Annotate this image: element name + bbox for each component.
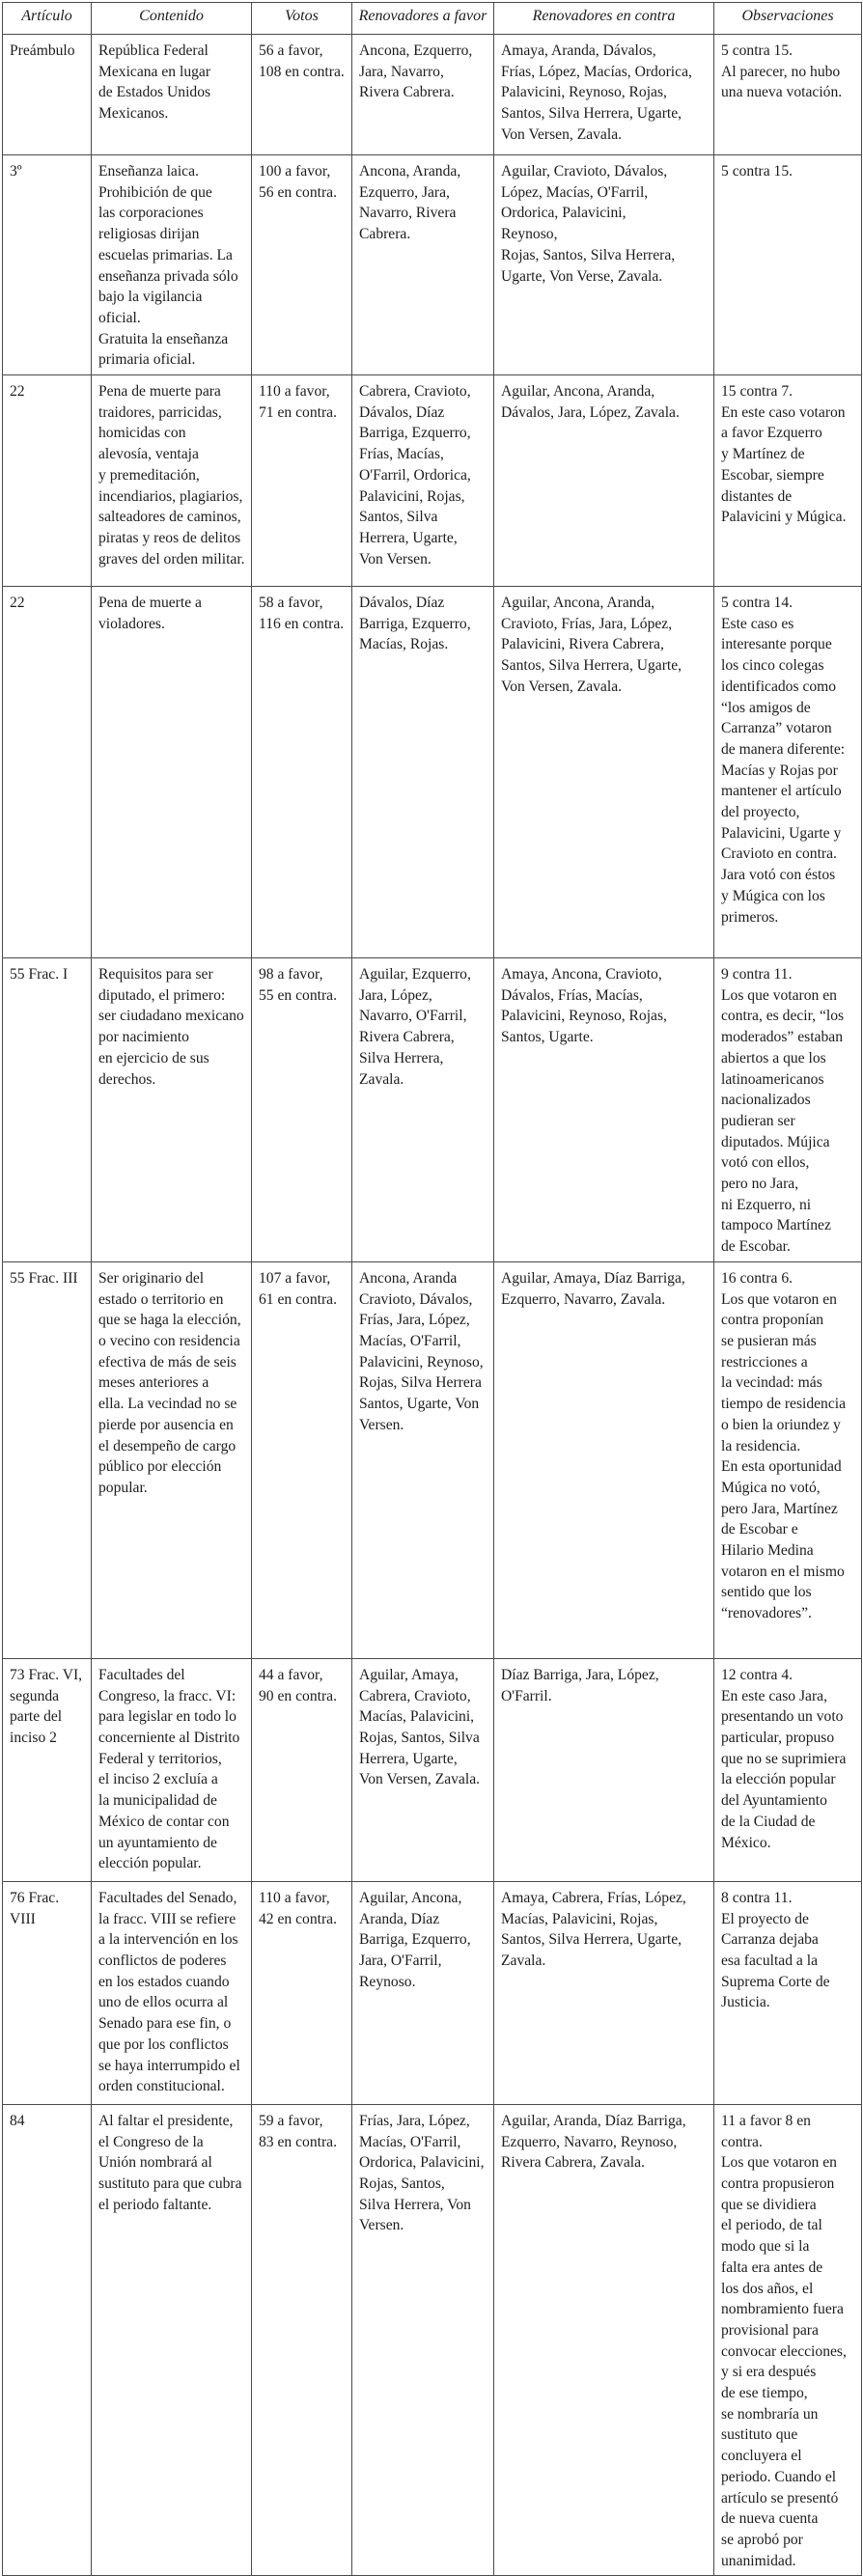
table-row: [3, 587, 862, 958]
cell-en-contra: Amaya, Aranda, Dávalos, Frías, López, Macías, Ordorica, Palavicini, Reynoso, Rojas, Santos, Silva Herrera, Ugarte, Von Versen, Zavala.: [494, 35, 714, 155]
cell-votos: 44 a favor, 90 en contra.: [252, 1658, 352, 1881]
table-row: [3, 1881, 862, 2104]
cell-votos: 110 a favor, 42 en contra.: [252, 1881, 352, 2104]
cell-votos: 59 a favor, 83 en contra.: [252, 2104, 352, 2575]
header-renovadores-a-favor: Renovadores a favor: [352, 3, 494, 35]
cell-articulo: 3º: [3, 155, 92, 375]
cell-articulo: 55 Frac. I: [3, 958, 92, 1262]
cell-votos: 58 a favor, 116 en contra.: [252, 587, 352, 958]
cell-articulo: 22: [3, 587, 92, 958]
cell-en-contra: Aguilar, Ancona, Aranda, Cravioto, Frías, Jara, López, Palavicini, Rivera Cabrera, Santos, Silva Herrera, Ugarte, Von Versen, Zavala.: [494, 587, 714, 958]
header-votos: Votos: [252, 3, 352, 35]
cell-a-favor: Ancona, Ezquerro, Jara, Navarro, Rivera Cabrera.: [352, 35, 494, 155]
cell-a-favor: Dávalos, Díaz Barriga, Ezquerro, Macías, Rojas.: [352, 587, 494, 958]
table-row: [3, 2104, 862, 2575]
cell-articulo: 73 Frac. VI, segunda parte del inciso 2: [3, 1658, 92, 1881]
table-row: [3, 958, 862, 1262]
cell-observaciones: 15 contra 7. En este caso votaron a favor Ezquerro y Martínez de Escobar, siempre distantes de Palavicini y Múgica.: [714, 375, 862, 587]
cell-contenido: Enseñanza laica. Prohibición de que las corporaciones religiosas dirijan escuelas primarias. La enseñanza privada sólo bajo la vigilancia oficial. Gratuita la enseñanza primaria oficial.: [92, 155, 252, 375]
cell-observaciones: 16 contra 6. Los que votaron en contra proponían se pusieran más restricciones a la vecindad: más tiempo de residencia o bien la oriundez y la residencia. En esta oportunidad Múgica no votó, pero Jara, Martínez de Escobar e Hilario Medina votaron en el mismo sentido que los “renovadores”.: [714, 1261, 862, 1658]
cell-a-favor: Ancona, Aranda Cravioto, Dávalos, Frías, Jara, López, Macías, O'Farril, Palavicini, Reynoso, Rojas, Silva Herrera Santos, Ugarte, Von Versen.: [352, 1261, 494, 1658]
cell-observaciones: 11 a favor 8 en contra. Los que votaron en contra propusieron que se dividiera el periodo, de tal modo que si la falta era antes de los dos años, el nombramiento fuera provisional para convocar elecciones, y si era después de ese tiempo, se nombraría un sustituto que concluyera el periodo. Cuando el artículo se presentó de nueva cuenta se aprobó por unanimidad.: [714, 2104, 862, 2575]
cell-a-favor: Ancona, Aranda, Ezquerro, Jara, Navarro, Rivera Cabrera.: [352, 155, 494, 375]
cell-observaciones: 9 contra 11. Los que votaron en contra, es decir, “los moderados” estaban abiertos a que los latinoamericanos nacionalizados pudieran ser diputados. Mújica votó con ellos, pero no Jara, ni Ezquerro, ni tampoco Martínez de Escobar.: [714, 958, 862, 1262]
cell-contenido: Requisitos para ser diputado, el primero: ser ciudadano mexicano por nacimiento en ejercicio de sus derechos.: [92, 958, 252, 1262]
cell-articulo: 84: [3, 2104, 92, 2575]
cell-contenido: Pena de muerte para traidores, parricidas, homicidas con alevosía, ventaja y premeditación, incendiarios, plagiarios, salteadores de caminos, piratas y reos de delitos graves del orden militar.: [92, 375, 252, 587]
table-row: [3, 155, 862, 375]
cell-observaciones: 5 contra 15.: [714, 155, 862, 375]
cell-votos: 98 a favor, 55 en contra.: [252, 958, 352, 1262]
cell-contenido: República Federal Mexicana en lugar de Estados Unidos Mexicanos.: [92, 35, 252, 155]
cell-articulo: 55 Frac. III: [3, 1261, 92, 1658]
cell-a-favor: Cabrera, Cravioto, Dávalos, Díaz Barriga, Ezquerro, Frías, Macías, O'Farril, Ordorica, Palavicini, Rojas, Santos, Silva Herrera, Ugarte, Von Versen.: [352, 375, 494, 587]
cell-contenido: Facultades del Senado, la fracc. VIII se refiere a la intervención en los conflictos de poderes en los estados cuando uno de ellos ocurra al Senado para ese fin, o que por los conflictos se haya interrumpido el orden constitucional.: [92, 1881, 252, 2104]
header-renovadores-en-contra: Renovadores en contra: [494, 3, 714, 35]
cell-votos: 56 a favor, 108 en contra.: [252, 35, 352, 155]
cell-en-contra: Aguilar, Aranda, Díaz Barriga, Ezquerro, Navarro, Reynoso, Rivera Cabrera, Zavala.: [494, 2104, 714, 2575]
cell-observaciones: 5 contra 14. Este caso es interesante porque los cinco colegas identificados como “los amigos de Carranza” votaron de manera diferente: Macías y Rojas por mantener el artículo del proyecto, Palavicini, Ugarte y Cravioto en contra. Jara votó con éstos y Múgica con los primeros.: [714, 587, 862, 958]
table-row: [3, 1658, 862, 1881]
table-row: [3, 35, 862, 155]
cell-a-favor: Aguilar, Amaya, Cabrera, Cravioto, Macías, Palavicini, Rojas, Santos, Silva Herrera, Ugarte, Von Versen, Zavala.: [352, 1658, 494, 1881]
cell-en-contra: Amaya, Ancona, Cravioto, Dávalos, Frías, Macías, Palavicini, Reynoso, Rojas, Santos, Ugarte.: [494, 958, 714, 1262]
header-contenido: Contenido: [92, 3, 252, 35]
table-row: [3, 1261, 862, 1658]
cell-articulo: 22: [3, 375, 92, 587]
cell-en-contra: Díaz Barriga, Jara, López, O'Farril.: [494, 1658, 714, 1881]
cell-en-contra: Aguilar, Cravioto, Dávalos, López, Macías, O'Farril, Ordorica, Palavicini, Reynoso, Rojas, Santos, Silva Herrera, Ugarte, Von Verse, Zavala.: [494, 155, 714, 375]
cell-observaciones: 5 contra 15. Al parecer, no hubo una nueva votación.: [714, 35, 862, 155]
cell-en-contra: Amaya, Cabrera, Frías, López, Macías, Palavicini, Rojas, Santos, Silva Herrera, Ugarte, Zavala.: [494, 1881, 714, 2104]
cell-articulo: 76 Frac. VIII: [3, 1881, 92, 2104]
cell-contenido: Ser originario del estado o territorio en que se haga la elección, o vecino con residencia efectiva de más de seis meses anteriores a ella. La vecindad no se pierde por ausencia en el desempeño de cargo público por elección popular.: [92, 1261, 252, 1658]
cell-a-favor: Aguilar, Ancona, Aranda, Díaz Barriga, Ezquerro, Jara, O'Farril, Reynoso.: [352, 1881, 494, 2104]
cell-articulo: Preámbulo: [3, 35, 92, 155]
cell-contenido: Al faltar el presidente, el Congreso de la Unión nombrará al sustituto para que cubra el periodo faltante.: [92, 2104, 252, 2575]
cell-a-favor: Aguilar, Ezquerro, Jara, López, Navarro, O'Farril, Rivera Cabrera, Silva Herrera, Zavala.: [352, 958, 494, 1262]
cell-votos: 110 a favor, 71 en contra.: [252, 375, 352, 587]
cell-en-contra: Aguilar, Amaya, Díaz Barriga, Ezquerro, Navarro, Zavala.: [494, 1261, 714, 1658]
table-header-row: [3, 3, 862, 35]
cell-en-contra: Aguilar, Ancona, Aranda, Dávalos, Jara, López, Zavala.: [494, 375, 714, 587]
cell-contenido: Facultades del Congreso, la fracc. VI: para legislar en todo lo concerniente al Distrito Federal y territorios, el inciso 2 excluía a la municipalidad de México de contar con un ayuntamiento de elección popular.: [92, 1658, 252, 1881]
cell-votos: 100 a favor, 56 en contra.: [252, 155, 352, 375]
header-observaciones: Observaciones: [714, 3, 862, 35]
table-row: [3, 375, 862, 587]
cell-a-favor: Frías, Jara, López, Macías, O'Farril, Ordorica, Palavicini, Rojas, Santos, Silva Herrera, Von Versen.: [352, 2104, 494, 2575]
header-articulo: Artículo: [3, 3, 92, 35]
cell-observaciones: 8 contra 11. El proyecto de Carranza dejaba esa facultad a la Suprema Corte de Justicia.: [714, 1881, 862, 2104]
cell-observaciones: 12 contra 4. En este caso Jara, presentando un voto particular, propuso que no se suprimiera la elección popular del Ayuntamiento de la Ciudad de México.: [714, 1658, 862, 1881]
votes-table: [2, 2, 862, 2576]
cell-contenido: Pena de muerte a violadores.: [92, 587, 252, 958]
cell-votos: 107 a favor, 61 en contra.: [252, 1261, 352, 1658]
